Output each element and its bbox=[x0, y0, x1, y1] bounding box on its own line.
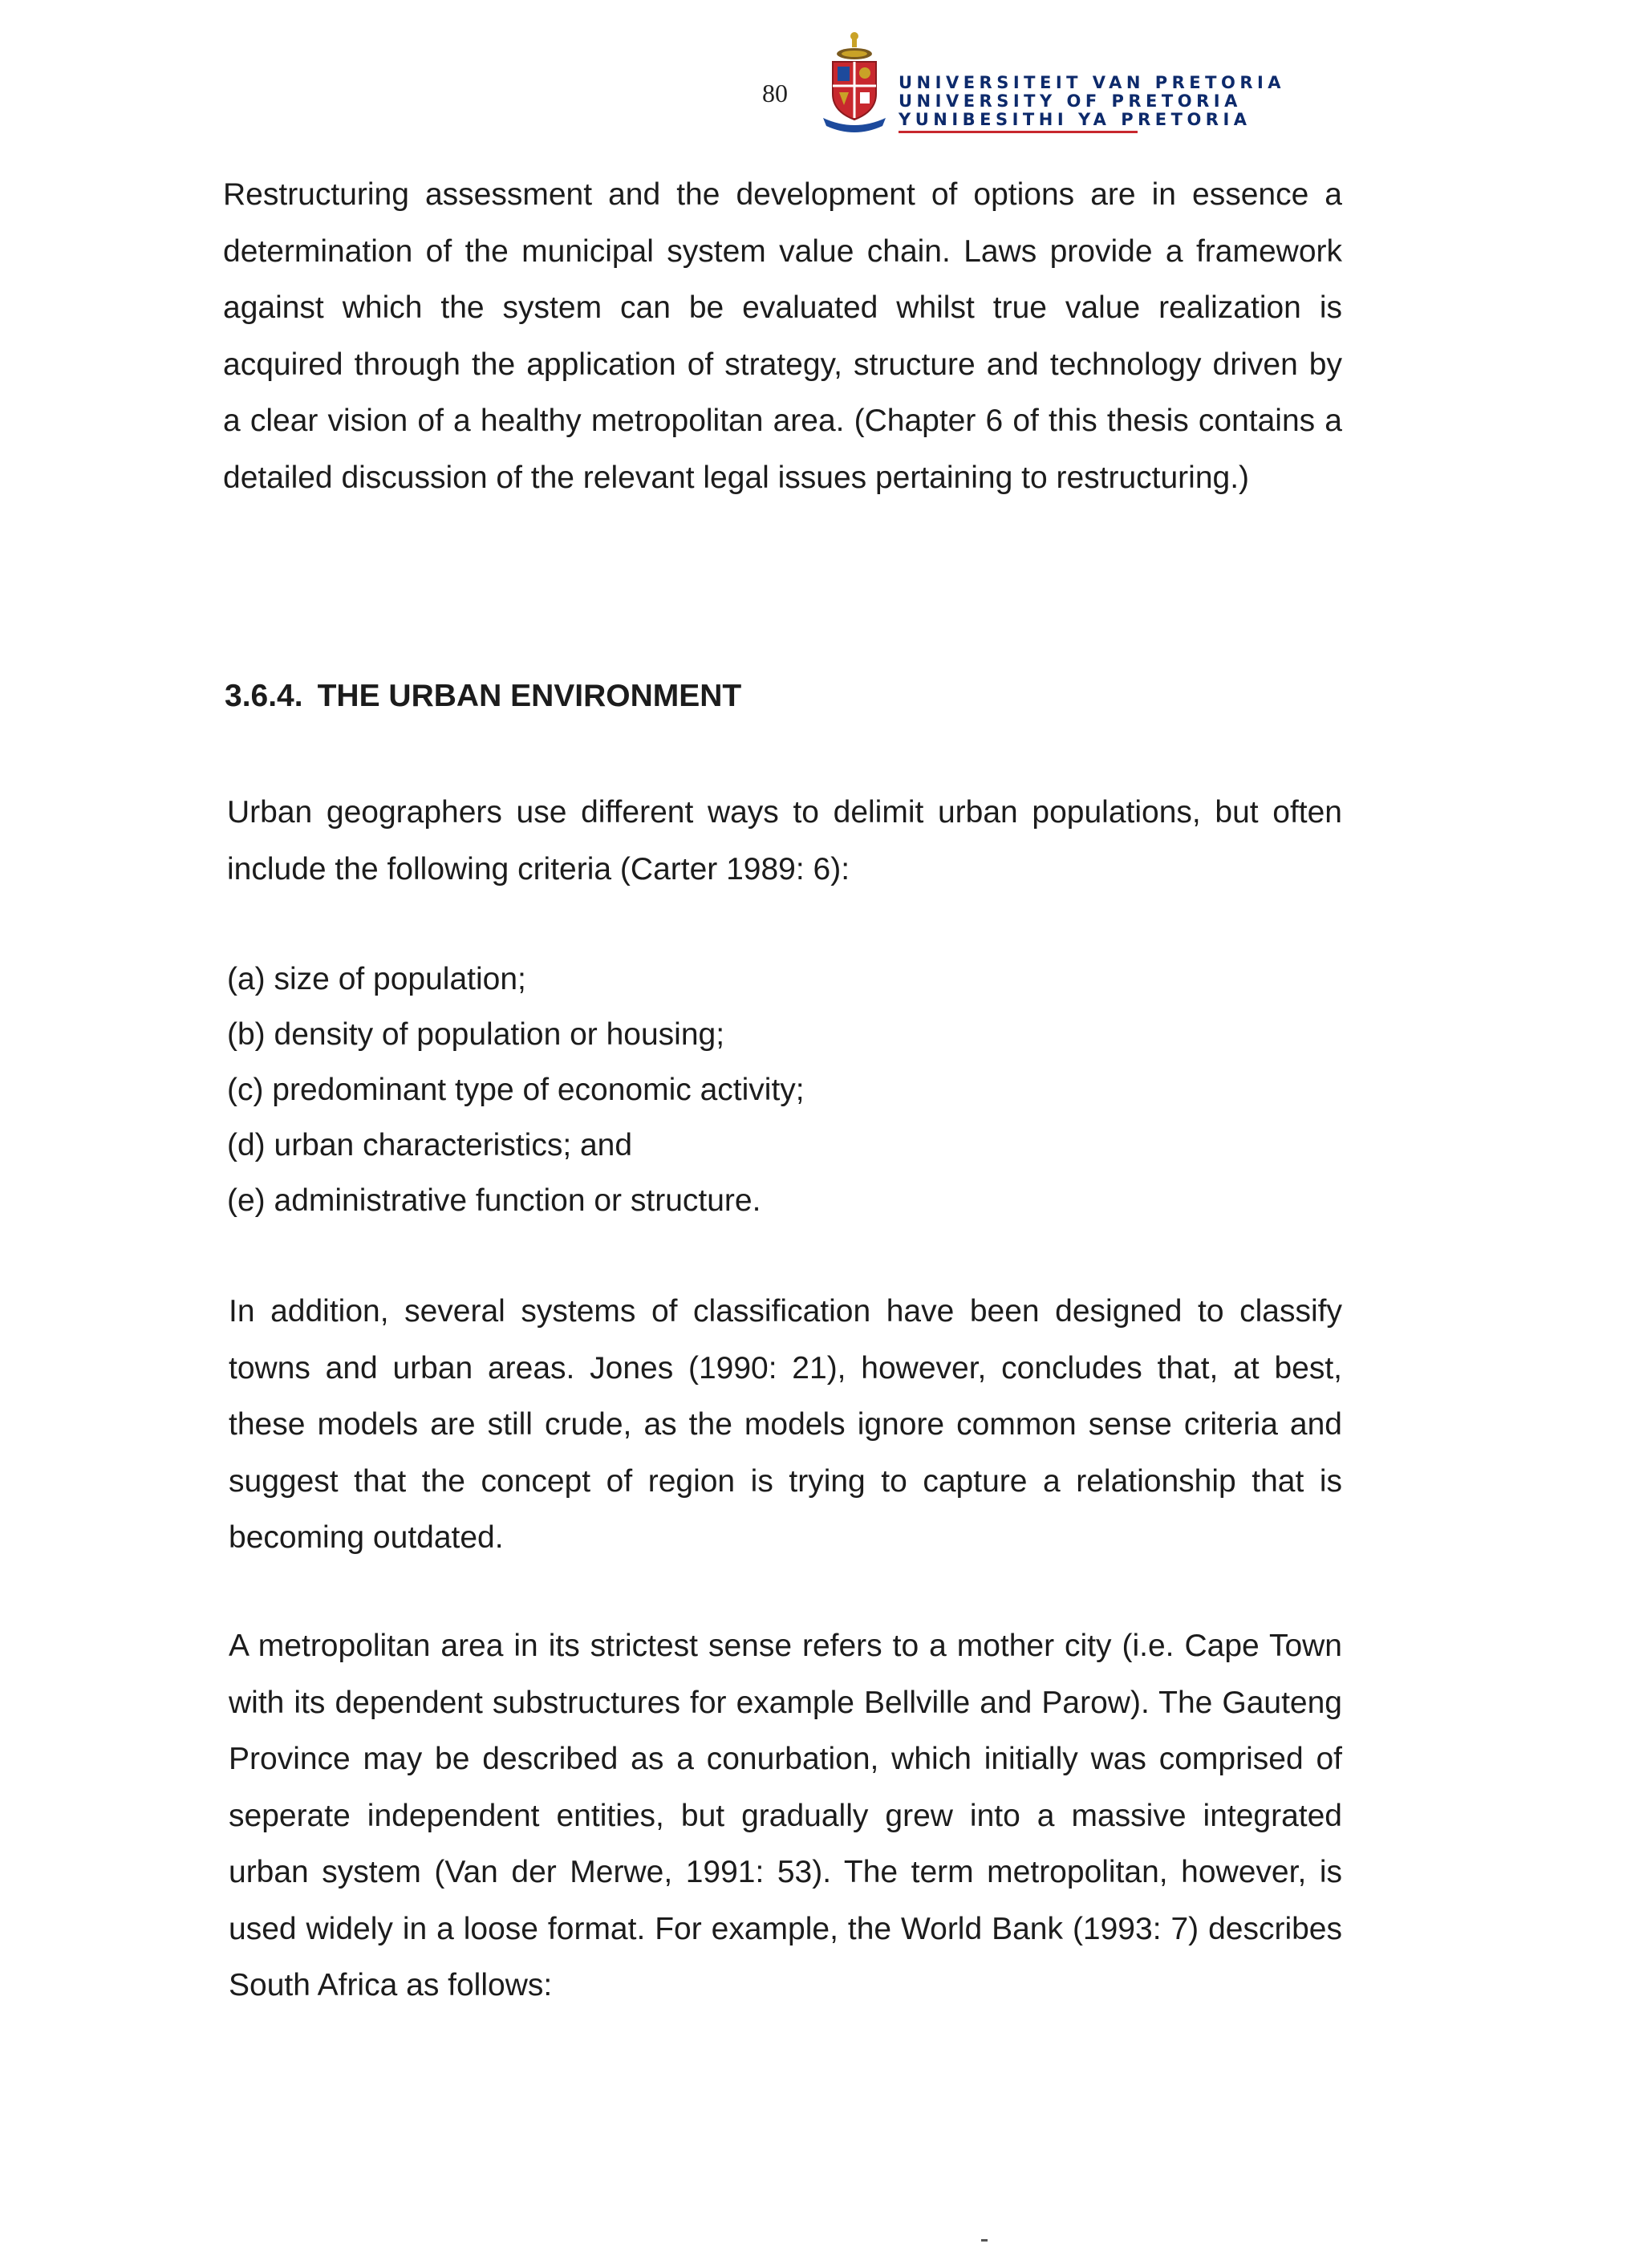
paragraph-metropolitan-area: A metropolitan area in its strictest sense refers to a mother city (i.e. Cape Town with its dependent substructures for example Bellville and Parow). The Gauteng Province may be described as a conurbation, which initially was comprised of seperate independent entities, but gradually grew into a massive integrated urban system (Van der Merwe, 1991: 53). The term metropolitan, however, is used widely in a loose format. For example, the World Bank (1993: 7) describes South Africa as follows: bbox=[229, 1629, 1342, 2002]
section-heading bbox=[225, 679, 741, 714]
paragraph-restructuring: Restructuring assessment and the development of options are in essence a determination of the municipal system value chain. Laws provide a framework against which the system can be evaluated whilst true value realization is acquired through the application of strategy, structure and technology driven by a clear vision of a healthy metropolitan area. (Chapter 6 of this thesis contains a detailed discussion of the relevant legal issues pertaining to restructuring.) bbox=[223, 177, 1342, 495]
university-names bbox=[899, 74, 1285, 129]
paragraph-urban-geographers: Urban geographers use different ways to delimit urban populations, but often include the following criteria (Carter 1989: 6): bbox=[227, 795, 1342, 887]
university-name-english: UNIVERSITY OF PRETORIA bbox=[899, 91, 1242, 111]
university-name-sepedi: YUNIBESITHI YA PRETORIA bbox=[899, 110, 1252, 129]
page-header bbox=[754, 24, 1286, 136]
header-rule bbox=[899, 131, 1138, 133]
list-item: (e) administrative function or structure. bbox=[227, 1183, 761, 1218]
section-title: THE URBAN ENVIRONMENT bbox=[317, 679, 742, 713]
paragraph-classification: In addition, several systems of classification have been designed to classify towns and urban areas. Jones (1990: 21), however, concludes that, at best, these models are still crude, as the models ignore common sense criteria and suggest that the concept of region is trying to capture a relationship that is becoming outdated. bbox=[229, 1294, 1342, 1555]
list-item: (b) density of population or housing; bbox=[227, 1017, 725, 1052]
list-item: (d) urban characteristics; and bbox=[227, 1128, 633, 1162]
footer-mark bbox=[981, 2239, 988, 2242]
list-item: (c) predominant type of economic activity; bbox=[227, 1073, 805, 1107]
university-name-afrikaans: UNIVERSITEIT VAN PRETORIA bbox=[899, 73, 1286, 92]
university-crest-icon bbox=[818, 28, 890, 140]
criteria-list bbox=[227, 951, 805, 1228]
page-number: 80 bbox=[762, 79, 788, 108]
list-item: (a) size of population; bbox=[227, 962, 526, 996]
section-number: 3.6.4. bbox=[225, 679, 303, 713]
